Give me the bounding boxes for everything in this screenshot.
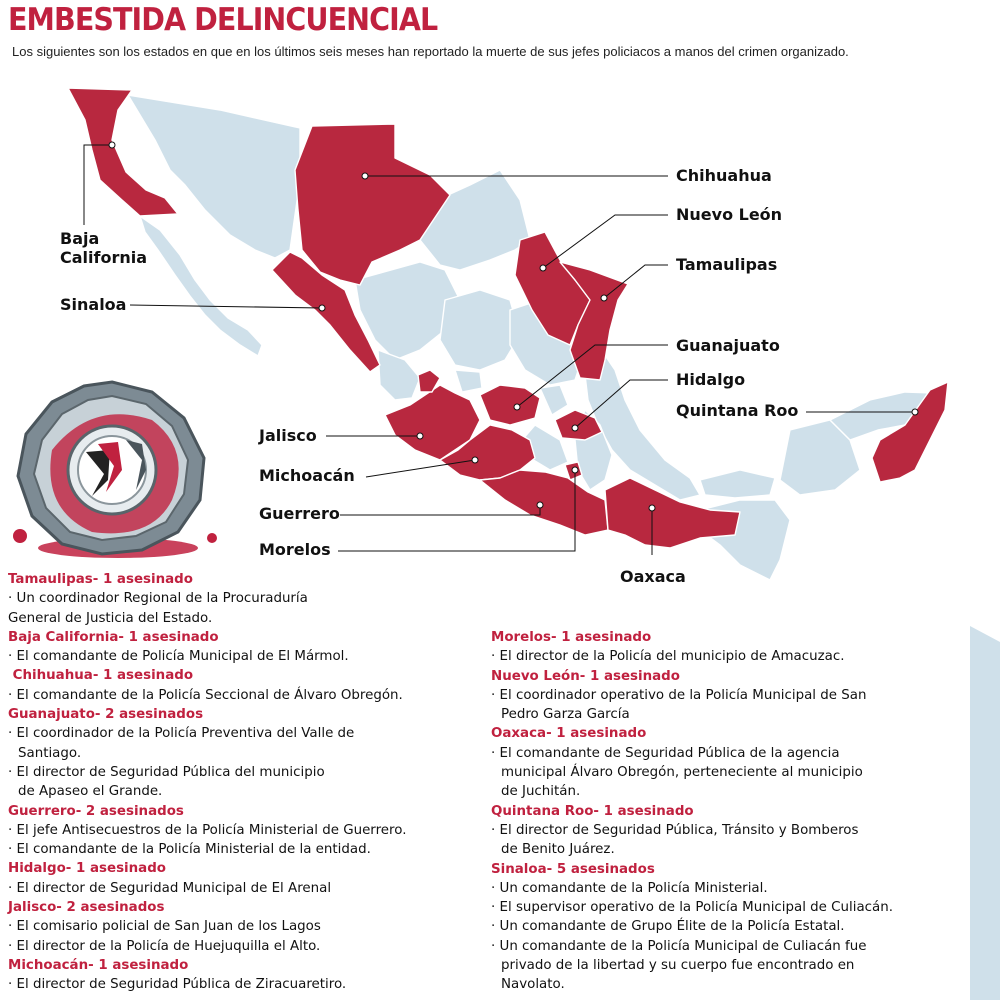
state-chihuahua [295, 124, 450, 285]
list-item: · El director de Seguridad Pública de Ziracuaretiro. [8, 977, 347, 993]
list-item: · El coordinador de la Policía Preventiva del Valle de [8, 726, 355, 742]
list-heading: Quintana Roo- 1 asesinado [491, 803, 694, 819]
list-item: · El comandante de la Policía Seccional de Álvaro Obregón. [8, 687, 403, 703]
list-item: · El director de Seguridad Municipal de El Arenal [8, 880, 332, 896]
list-item: de Juchitán. [501, 784, 581, 800]
label-morelos: Morelos [259, 540, 331, 559]
label-tamaulipas: Tamaulipas [676, 255, 778, 274]
list-heading: Morelos- 1 asesinado [491, 630, 652, 645]
list-heading: Jalisco- 2 asesinados [8, 900, 165, 916]
list-item: · El supervisor operativo de la Policía Municipal de Culiacán. [491, 900, 893, 916]
list-entry-guerrero [8, 802, 488, 860]
list-entry-sinaloa [491, 860, 971, 995]
state-queretaro [540, 385, 568, 415]
list-item: · Un comandante de la Policía Ministerial. [491, 880, 768, 896]
list-item: · El comisario policial de San Juan de los Lagos [8, 919, 321, 935]
victims-list-right [491, 628, 971, 995]
list-entry-tamaulipas [8, 570, 488, 628]
list-heading: Sinaloa- 5 asesinados [491, 861, 655, 877]
label-guerrero: Guerrero [259, 504, 340, 523]
list-item: · El coordinador operativo de la Policía Municipal de San [491, 687, 867, 703]
list-entry-chihuahua [8, 666, 488, 705]
list-item: Navolato. [501, 977, 565, 993]
state-zacatecas [440, 290, 520, 370]
victims-list-left [8, 570, 488, 995]
list-heading: Hidalgo- 1 asesinado [8, 861, 166, 877]
label-hidalgo: Hidalgo [676, 370, 746, 389]
label-sinaloa: Sinaloa [60, 295, 127, 314]
list-item: · El director de la Policía del municipio de Amacuzac. [491, 649, 845, 665]
label-jalisco: Jalisco [259, 426, 317, 445]
list-entry-morelos [491, 628, 971, 667]
label-baja-california-1: Baja [60, 229, 100, 248]
list-item: · El director de Seguridad Pública del municipio [8, 764, 325, 780]
list-entry-baja-california [8, 628, 488, 667]
list-entry-hidalgo [8, 859, 488, 898]
list-item: privado de la libertad y su cuerpo fue encontrado en [501, 958, 855, 974]
state-tabasco [700, 470, 775, 498]
list-item: · El comandante de Policía Municipal de El Mármol. [8, 649, 349, 665]
list-item: · Un comandante de Grupo Élite de la Policía Estatal. [491, 919, 845, 935]
label-chihuahua: Chihuahua [676, 166, 772, 185]
list-entry-quintana-roo [491, 802, 971, 860]
police-badge-icon [0, 378, 230, 563]
list-item: Pedro Garza García [501, 707, 630, 723]
list-heading: Guerrero- 2 asesinados [8, 803, 184, 819]
list-entry-nuevo-leon [491, 667, 971, 725]
label-nuevo-leon: Nuevo León [676, 205, 783, 224]
label-guanajuato: Guanajuato [676, 336, 780, 355]
list-item: · El jefe Antisecuestros de la Policía Ministerial de Guerrero. [8, 822, 407, 838]
list-item: · Un coordinador Regional de la Procuraduría [8, 591, 308, 607]
list-entry-guanajuato [8, 705, 488, 801]
list-item: municipal Álvaro Obregón, perteneciente al municipio [501, 765, 863, 781]
label-oaxaca: Oaxaca [620, 567, 686, 586]
list-entry-michoacan [8, 956, 488, 995]
decorative-side-band [970, 626, 1000, 1000]
label-michoacan: Michoacán [259, 466, 355, 485]
list-heading: Chihuahua- 1 asesinado [8, 668, 194, 684]
list-heading: Guanajuato- 2 asesinados [8, 707, 204, 723]
list-item: Santiago. [18, 745, 82, 761]
list-item: · El comandante de Seguridad Pública de la agencia [491, 745, 840, 761]
list-item: General de Justicia del Estado. [8, 610, 213, 626]
list-heading: Michoacán- 1 asesinado [8, 957, 189, 973]
list-entry-jalisco [8, 898, 488, 956]
label-baja-california-2: California [60, 248, 148, 267]
list-item: de Apaseo el Grande. [18, 784, 163, 800]
list-item: · El director de la Policía de Huejuquilla el Alto. [8, 938, 321, 954]
state-nayarit [378, 350, 420, 400]
list-heading: Baja California- 1 asesinado [8, 629, 219, 645]
list-item: · Un comandante de la Policía Municipal de Culiacán fue [491, 938, 867, 954]
label-quintana-roo: Quintana Roo [676, 401, 799, 420]
list-item: · El comandante de la Policía Ministerial de la entidad. [8, 842, 371, 858]
list-item: de Benito Juárez. [501, 842, 615, 858]
list-entry-oaxaca [491, 724, 971, 801]
state-aguascalientes [455, 370, 482, 392]
state-guanajuato [480, 385, 540, 425]
list-item: · El director de Seguridad Pública, Tránsito y Bomberos [491, 822, 859, 838]
list-heading: Nuevo León- 1 asesinado [491, 668, 680, 684]
list-heading: Tamaulipas- 1 asesinado [8, 572, 193, 587]
list-heading: Oaxaca- 1 asesinado [491, 726, 647, 742]
page-subtitle: Los siguientes son los estados en que en los últimos seis meses han reportado la muerte de sus jefes policiacos a manos del crimen organizado. [12, 44, 849, 59]
page-title: EMBESTIDA DELINCUENCIAL [8, 2, 438, 38]
